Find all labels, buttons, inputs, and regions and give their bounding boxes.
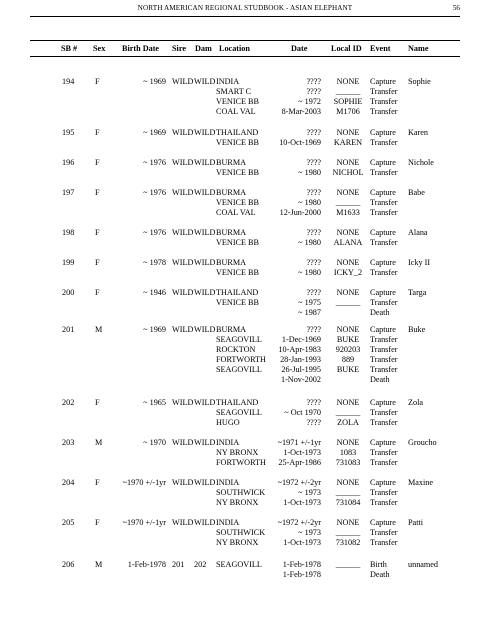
birth-date: ~ 1976 bbox=[143, 188, 166, 197]
sex: F bbox=[95, 258, 100, 267]
local-id: ______ bbox=[335, 528, 361, 537]
birth-date: ~ 1969 bbox=[143, 77, 166, 86]
event-type: Transfer bbox=[370, 208, 398, 217]
table-header-rule bbox=[30, 56, 460, 57]
event-type: Transfer bbox=[370, 268, 398, 277]
event-type: Transfer bbox=[370, 168, 398, 177]
event-type: Death bbox=[370, 308, 390, 317]
local-id: NONE bbox=[336, 398, 360, 407]
event-location: BURMA bbox=[216, 158, 247, 167]
event-date: ~ Oct 1970 bbox=[284, 408, 321, 417]
sb-number: 197 bbox=[62, 188, 75, 197]
sb-number: 195 bbox=[62, 128, 75, 137]
local-id: NONE bbox=[336, 325, 360, 334]
event-type: Transfer bbox=[370, 448, 398, 457]
sex: F bbox=[95, 128, 100, 137]
local-id: BUKE bbox=[336, 335, 360, 344]
event-date: ~ 1973 bbox=[298, 488, 321, 497]
col-local-id: Local ID bbox=[331, 44, 362, 53]
local-id: NONE bbox=[336, 288, 360, 297]
event-location: VENICE BB bbox=[216, 268, 259, 277]
local-id: ______ bbox=[335, 298, 361, 307]
event-date: ~ 1980 bbox=[298, 238, 321, 247]
sire: 201 bbox=[172, 560, 185, 569]
event-date: 1-Oct-1973 bbox=[283, 498, 321, 507]
event-location: NY BRONX bbox=[216, 448, 259, 457]
header-rule bbox=[30, 16, 460, 17]
local-id bbox=[326, 375, 370, 385]
sire: WILD bbox=[172, 288, 194, 297]
local-id: NONE bbox=[336, 158, 360, 167]
sex: F bbox=[95, 478, 100, 487]
event-date: 25-Apr-1986 bbox=[278, 458, 321, 467]
event-date: ~1972 +/-2yr bbox=[277, 518, 321, 527]
local-id: M1706 bbox=[336, 107, 360, 116]
event-date: ~ 1972 bbox=[298, 97, 321, 106]
sire: WILD bbox=[172, 258, 194, 267]
birth-date: ~ 1969 bbox=[143, 325, 166, 334]
event-location: SMART C bbox=[216, 87, 252, 96]
local-id: NONE bbox=[336, 258, 360, 267]
event-date: ~ 1980 bbox=[298, 268, 321, 277]
event-location: COAL VAL bbox=[216, 107, 256, 116]
event-location: FORTWORTH bbox=[216, 355, 266, 364]
local-id: M1633 bbox=[336, 208, 360, 217]
dam: WILD bbox=[194, 228, 216, 237]
birth-date: ~ 1965 bbox=[143, 398, 166, 407]
dam: WILD bbox=[194, 438, 216, 447]
event-location: THAILAND bbox=[216, 128, 259, 137]
event-date: 10-Apr-1983 bbox=[278, 345, 321, 354]
birth-date: ~ 1978 bbox=[143, 258, 166, 267]
event-location: THAILAND bbox=[216, 288, 259, 297]
local-id: ______ bbox=[335, 408, 361, 417]
event-location: THAILAND bbox=[216, 398, 259, 407]
event-type: Death bbox=[370, 570, 390, 579]
local-id bbox=[326, 308, 370, 318]
event-date: ~ 1973 bbox=[298, 528, 321, 537]
animal-name: unnamed bbox=[408, 560, 439, 569]
event-location: INDIA bbox=[216, 478, 240, 487]
sb-number: 200 bbox=[62, 288, 75, 297]
col-location: Location bbox=[219, 44, 250, 53]
birth-date: ~ 1970 bbox=[143, 438, 166, 447]
local-id: NONE bbox=[336, 478, 360, 487]
event-type: Capture bbox=[370, 478, 396, 487]
event-location: BURMA bbox=[216, 228, 247, 237]
event-location: INDIA bbox=[216, 518, 240, 527]
sire: WILD bbox=[172, 158, 194, 167]
event-type: Transfer bbox=[370, 87, 398, 96]
birth-date: 1-Feb-1978 bbox=[127, 560, 166, 569]
sb-number: 202 bbox=[62, 398, 75, 407]
event-location: SEAGOVILL bbox=[216, 560, 262, 569]
event-type: Transfer bbox=[370, 335, 398, 344]
sex: M bbox=[95, 560, 103, 569]
event-location: SOUTHWICK bbox=[216, 488, 266, 497]
local-id: NONE bbox=[336, 77, 360, 86]
event-type: Capture bbox=[370, 288, 396, 297]
animal-name: Nichole bbox=[408, 158, 434, 167]
birth-date: ~1970 +/-1yr bbox=[122, 478, 166, 487]
sex: F bbox=[95, 398, 100, 407]
local-id: SOPHIE bbox=[333, 97, 363, 106]
local-id: 889 bbox=[341, 355, 355, 364]
event-type: Transfer bbox=[370, 298, 398, 307]
event-date: ???? bbox=[306, 398, 321, 407]
local-id: 1083 bbox=[339, 448, 357, 457]
dam: WILD bbox=[194, 518, 216, 527]
event-location: SEAGOVILL bbox=[216, 365, 262, 374]
birth-date: ~ 1969 bbox=[143, 128, 166, 137]
event-location: VENICE BB bbox=[216, 168, 259, 177]
event-type: Capture bbox=[370, 128, 396, 137]
event-location: COAL VAL bbox=[216, 208, 256, 217]
event-date: 8-Mar-2003 bbox=[281, 107, 321, 116]
event-type: Transfer bbox=[370, 198, 398, 207]
sex: F bbox=[95, 188, 100, 197]
event-type: Transfer bbox=[370, 355, 398, 364]
col-birth-date: Birth Date bbox=[122, 44, 160, 53]
animal-name: Patti bbox=[408, 518, 424, 527]
event-date: 1-Dec-1969 bbox=[281, 335, 321, 344]
event-date: 1-Nov-2002 bbox=[280, 375, 321, 384]
animal-name: Zola bbox=[408, 398, 424, 407]
event-location: NY BRONX bbox=[216, 498, 259, 507]
event-date: ???? bbox=[306, 87, 321, 96]
dam: WILD bbox=[194, 188, 216, 197]
sb-number: 201 bbox=[62, 325, 75, 334]
dam: WILD bbox=[194, 325, 216, 334]
animal-name: Targa bbox=[408, 288, 427, 297]
event-location: VENICE BB bbox=[216, 198, 259, 207]
event-type: Transfer bbox=[370, 418, 398, 427]
local-id: ______ bbox=[335, 560, 361, 569]
sex: F bbox=[95, 518, 100, 527]
sb-number: 205 bbox=[62, 518, 75, 527]
local-id: 731084 bbox=[335, 498, 361, 507]
event-type: Transfer bbox=[370, 538, 398, 547]
event-type: Transfer bbox=[370, 458, 398, 467]
animal-name: Sophie bbox=[408, 77, 431, 86]
event-type: Capture bbox=[370, 77, 396, 86]
sire: WILD bbox=[172, 438, 194, 447]
sex: F bbox=[95, 228, 100, 237]
event-date: ???? bbox=[306, 228, 321, 237]
sb-number: 199 bbox=[62, 258, 75, 267]
event-location: VENICE BB bbox=[216, 238, 259, 247]
event-location: NY BRONX bbox=[216, 538, 259, 547]
local-id: NONE bbox=[336, 228, 360, 237]
col-sire: Sire bbox=[172, 44, 186, 53]
dam: WILD bbox=[194, 398, 216, 407]
birth-date: ~1970 +/-1yr bbox=[122, 518, 166, 527]
animal-name: Babe bbox=[408, 188, 425, 197]
sire: WILD bbox=[172, 325, 194, 334]
event-type: Transfer bbox=[370, 107, 398, 116]
sb-number: 203 bbox=[62, 438, 75, 447]
event-type: Capture bbox=[370, 518, 396, 527]
page-header bbox=[30, 4, 460, 16]
birth-date: ~ 1946 bbox=[143, 288, 166, 297]
event-location: HUGO bbox=[216, 418, 240, 427]
event-type: Capture bbox=[370, 258, 396, 267]
sb-number: 198 bbox=[62, 228, 75, 237]
animal-name: Icky II bbox=[408, 258, 431, 267]
sire: WILD bbox=[172, 188, 194, 197]
event-date: 1-Oct-1973 bbox=[283, 448, 321, 457]
event-location: SOUTHWICK bbox=[216, 528, 266, 537]
event-date: ~1972 +/-2yr bbox=[277, 478, 321, 487]
local-id: 920203 bbox=[335, 345, 361, 354]
event-date: ???? bbox=[306, 158, 321, 167]
event-location: VENICE BB bbox=[216, 138, 259, 147]
dam: WILD bbox=[194, 478, 216, 487]
event-date: 10-Oct-1969 bbox=[279, 138, 321, 147]
event-type: Transfer bbox=[370, 365, 398, 374]
event-type: Transfer bbox=[370, 138, 398, 147]
local-id: 731082 bbox=[335, 538, 361, 547]
event-date: ???? bbox=[306, 128, 321, 137]
event-type: Transfer bbox=[370, 488, 398, 497]
local-id: NONE bbox=[336, 188, 360, 197]
local-id: ICKY_2 bbox=[333, 268, 363, 277]
event-date: ~1971 +/-1yr bbox=[277, 438, 321, 447]
local-id: 731083 bbox=[335, 458, 361, 467]
sex: M bbox=[95, 325, 103, 334]
local-id: ______ bbox=[335, 87, 361, 96]
event-location: INDIA bbox=[216, 438, 240, 447]
event-location: SEAGOVILL bbox=[216, 335, 262, 344]
event-type: Capture bbox=[370, 398, 396, 407]
sb-number: 206 bbox=[62, 560, 75, 569]
animal-name: Buke bbox=[408, 325, 426, 334]
birth-date: ~ 1976 bbox=[143, 228, 166, 237]
local-id: ZOLA bbox=[337, 418, 359, 427]
sire: WILD bbox=[172, 128, 194, 137]
event-type: Capture bbox=[370, 438, 396, 447]
animal-name: Groucho bbox=[408, 438, 437, 447]
animal-name: Maxine bbox=[408, 478, 434, 487]
event-type: Transfer bbox=[370, 97, 398, 106]
sex: F bbox=[95, 77, 100, 86]
sex: F bbox=[95, 158, 100, 167]
event-location: SEAGOVILL bbox=[216, 408, 262, 417]
table-top-rule bbox=[30, 40, 460, 41]
event-type: Death bbox=[370, 375, 390, 384]
event-location: BURMA bbox=[216, 325, 247, 334]
animal-name: Karen bbox=[408, 128, 429, 137]
sex: F bbox=[95, 288, 100, 297]
event-type: Transfer bbox=[370, 345, 398, 354]
event-location: BURMA bbox=[216, 188, 247, 197]
event-date: ~ 1975 bbox=[298, 298, 321, 307]
col-sb: SB # bbox=[61, 44, 78, 53]
event-date: ???? bbox=[306, 325, 321, 334]
event-date: ???? bbox=[306, 288, 321, 297]
event-date: ~ 1987 bbox=[298, 308, 321, 317]
sire: WILD bbox=[172, 478, 194, 487]
local-id: NICHOL bbox=[332, 168, 364, 177]
col-event: Event bbox=[370, 44, 391, 53]
event-date: ???? bbox=[306, 258, 321, 267]
event-type: Birth bbox=[370, 560, 387, 569]
dam: WILD bbox=[194, 258, 216, 267]
animal-name: Alana bbox=[408, 228, 428, 237]
page-number: 56 bbox=[452, 4, 460, 12]
dam: 202 bbox=[194, 560, 207, 569]
event-date: ???? bbox=[306, 77, 321, 86]
birth-date: ~ 1976 bbox=[143, 158, 166, 167]
dam: WILD bbox=[194, 128, 216, 137]
event-date: ???? bbox=[306, 188, 321, 197]
event-date: 28-Jan-1993 bbox=[280, 355, 321, 364]
local-id: BUKE bbox=[336, 365, 360, 374]
dam: WILD bbox=[194, 158, 216, 167]
sb-number: 194 bbox=[62, 77, 75, 86]
dam: WILD bbox=[194, 288, 216, 297]
event-date: 12-Jun-2000 bbox=[279, 208, 321, 217]
event-location: INDIA bbox=[216, 77, 240, 86]
event-location: ROCKTON bbox=[216, 345, 256, 354]
event-type: Transfer bbox=[370, 498, 398, 507]
local-id: ALANA bbox=[333, 238, 363, 247]
local-id: KAREN bbox=[333, 138, 363, 147]
event-date: 26-Jul-1995 bbox=[281, 365, 321, 374]
local-id: NONE bbox=[336, 438, 360, 447]
col-name: Name bbox=[408, 44, 429, 53]
dam: WILD bbox=[194, 77, 216, 86]
col-date: Date bbox=[291, 44, 308, 53]
sb-number: 196 bbox=[62, 158, 75, 167]
local-id: ______ bbox=[335, 198, 361, 207]
event-type: Capture bbox=[370, 325, 396, 334]
event-type: Capture bbox=[370, 228, 396, 237]
event-type: Capture bbox=[370, 158, 396, 167]
event-date: ???? bbox=[306, 418, 321, 427]
sire: WILD bbox=[172, 518, 194, 527]
event-date: 1-Oct-1973 bbox=[283, 538, 321, 547]
event-location: FORTWORTH bbox=[216, 458, 266, 467]
event-date: ~ 1980 bbox=[298, 198, 321, 207]
event-location: VENICE BB bbox=[216, 97, 259, 106]
col-dam: Dam bbox=[195, 44, 212, 53]
event-location: VENICE BB bbox=[216, 298, 259, 307]
event-type: Capture bbox=[370, 188, 396, 197]
local-id: NONE bbox=[336, 518, 360, 527]
event-date: 1-Feb-1978 bbox=[282, 570, 321, 579]
event-type: Transfer bbox=[370, 528, 398, 537]
local-id: NONE bbox=[336, 128, 360, 137]
page-title: NORTH AMERICAN REGIONAL STUDBOOK - ASIAN ELEPHANT bbox=[137, 4, 353, 12]
event-location: BURMA bbox=[216, 258, 247, 267]
event-type: Transfer bbox=[370, 238, 398, 247]
sire: WILD bbox=[172, 77, 194, 86]
col-sex: Sex bbox=[93, 44, 106, 53]
event-date: 1-Feb-1978 bbox=[282, 560, 321, 569]
event-date: ~ 1980 bbox=[298, 168, 321, 177]
event-type: Transfer bbox=[370, 408, 398, 417]
sire: WILD bbox=[172, 228, 194, 237]
local-id bbox=[326, 570, 370, 580]
local-id: ______ bbox=[335, 488, 361, 497]
sb-number: 204 bbox=[62, 478, 75, 487]
sire: WILD bbox=[172, 398, 194, 407]
sex: M bbox=[95, 438, 103, 447]
